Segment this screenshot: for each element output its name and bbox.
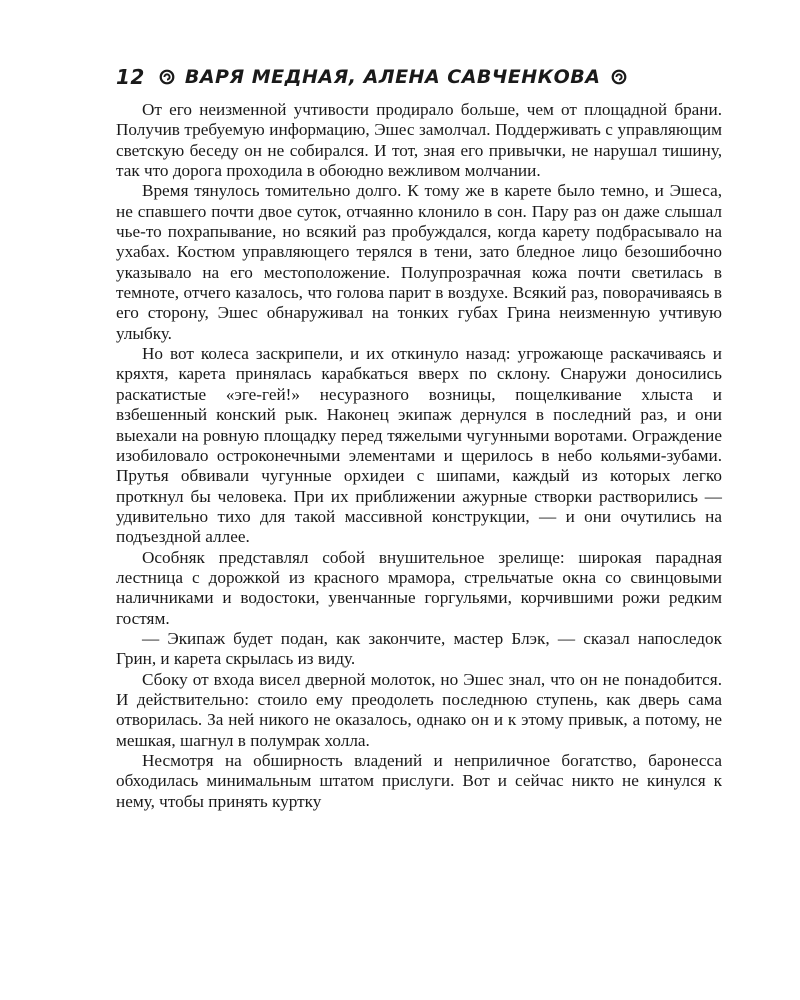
body-text	[116, 100, 722, 812]
paragraph: Но вот колеса заскрипели, и их откинуло назад: угрожающе раскачиваясь и кряхтя, карета принялась карабкаться вверх по склону. Снаружи доносились раскатистые «эге-гей!» несуразного возницы, пощелкивание хлыста и взбешенный конский рык. Наконец экипаж дернулся в последний раз, и они выехали на ровную площадку перед тяжелыми чугунными воротами. Ограждение изобиловало остроконечными элементами и щерилось в небо кольями-зубами. Прутья обвивали чугунные орхидеи с шипами, каждый из которых легко проткнул бы человека. При их приближении ажурные створки растворились — удивительно тихо для такой массивной конструкции, — и они очутились на подъездной аллее.	[116, 344, 722, 547]
paragraph: Время тянулось томительно долго. К тому же в карете было темно, и Эшеса, не спавшего почти двое суток, отчаянно клонило в сон. Пару раз он даже слышал чье-то похрапывание, но всякий раз пробуждался, когда карету подбрасывало на ухабах. Костюм управляющего терялся в тени, зато бледное лицо безошибочно указывало на его местоположение. Полупрозрачная кожа почти светилась в темноте, отчего казалось, что голова парит в воздухе. Всякий раз, поворачиваясь в его сторону, Эшес обнаруживал на тонких губах Грина неизменную учтивую улыбку.	[116, 181, 722, 343]
paragraph: — Экипаж будет подан, как закончите, мастер Блэк, — сказал напоследок Грин, и карета скрылась из виду.	[116, 628, 722, 669]
paragraph: От его неизменной учтивости продирало больше, чем от площадной брани. Получив требуемую информацию, Эшес замолчал. Поддерживать с управляющим светскую беседу он не собирался. И тот, зная его привычки, не нарушал тишину, так что дорога проходила в обоюдно вежливом молчании.	[116, 100, 722, 181]
running-head	[116, 62, 722, 92]
paragraph: Особняк представлял собой внушительное зрелище: широкая парадная лестница с дорожкой из красного мрамора, стрельчатые окна со свинцовыми наличниками и водостоки, увенчанные горгульями, корчившими рожи редким гостям.	[116, 547, 722, 628]
spiral-ornament-icon	[159, 69, 175, 85]
book-page	[116, 62, 722, 812]
spiral-ornament-icon	[611, 69, 627, 85]
paragraph: Сбоку от входа висел дверной молоток, но Эшес знал, что он не понадобится. И действительно: стоило ему преодолеть последнюю ступень, как дверь сама отворилась. За ней никого не оказалось, однако он и к этому привык, а потому, не мешкая, шагнул в полумрак холла.	[116, 669, 722, 750]
book-title: ВАРЯ МЕДНАЯ, АЛЕНА САВЧЕНКОВА	[184, 66, 601, 88]
page-number: 12	[116, 65, 145, 89]
paragraph: Несмотря на обширность владений и неприличное богатство, баронесса обходилась минимальным штатом прислуги. Вот и сейчас никто не кинулся к нему, чтобы принять куртку	[116, 751, 722, 811]
